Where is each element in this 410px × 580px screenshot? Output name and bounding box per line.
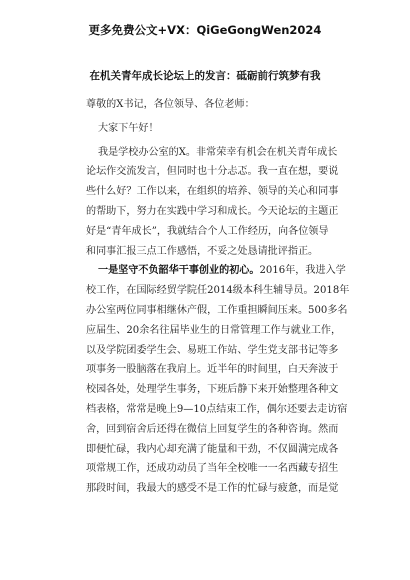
paragraph-line: 论坛作交流发言，但同时也十分忐忑。我一直在想，要说: [86, 166, 339, 178]
paragraph-line: 那段时间，我最大的感受不是工作的忙碌与疲惫，而是觉: [86, 483, 339, 495]
paragraph-line: 好是“青年成长”，我就结合个人工作经历，向各位领导: [86, 225, 329, 237]
paragraph-line: 项常规工作，还成功动员了当年全校唯一一名西藏专招生: [86, 463, 339, 475]
paragraph-line: 以及学院团委学生会、易班工作站、学生党支部书记等多: [86, 344, 339, 356]
paragraph-line: 校园各处，处理学生事务，下班后静下来开始整理各种文: [86, 384, 339, 396]
paragraph-line: 舍，回到宿舍后还得在微信上回复学生的各种咨询。然而: [86, 423, 339, 435]
document-title: 在机关青年成长论坛上的发言：砥砺前行筑梦有我: [89, 70, 321, 82]
section-lead-rest: 2016年，我进入学: [259, 265, 346, 277]
paragraph-line: 即便忙碌，我内心却充满了能量和干劲，不仅圆满完成各: [86, 443, 339, 455]
paragraph-line: 办公室两位同事相继休产假，工作重担瞬间压来。500多名: [86, 304, 348, 316]
greeting: 大家下午好！: [98, 122, 159, 134]
paragraph-line: [86, 261, 353, 281]
paragraph-line: 应届生、20余名往届毕业生的日常管理工作与就业工作，: [86, 324, 342, 336]
section-lead-heading: 一是坚守不负韶华干事创业的初心。: [98, 265, 260, 277]
paragraph-line: 的帮助下，努力在实践中学习和成长。今天论坛的主题正: [86, 205, 339, 217]
promo-banner: 更多免费公文+VX：QiGeGongWen2024: [88, 23, 322, 37]
paragraph-line: 我是学校办公室的X。非常荣幸有机会在机关青年成长: [98, 146, 338, 158]
paragraph-2: [86, 261, 353, 499]
document-body: [86, 95, 353, 499]
salutation: 尊敬的X书记，各位领导、各位老师：: [86, 99, 255, 110]
paragraph-line: 档表格，常常是晚上9—10点结束工作，偶尔还要去走访宿: [86, 403, 348, 415]
paragraph-line: 项事务一股脑落在我肩上。近半年的时间里，白天奔波于: [86, 364, 339, 376]
paragraph-1: [86, 143, 353, 262]
paragraph-line: 些什么好？工作以来，在组织的培养、领导的关心和同事: [86, 186, 339, 198]
paragraph-line: 校工作，在国际经贸学院任2014级本科生辅导员。2018年: [86, 285, 350, 297]
paragraph-line: 和同事汇报三点工作感悟，不妥之处恳请批评指正。: [86, 245, 319, 257]
